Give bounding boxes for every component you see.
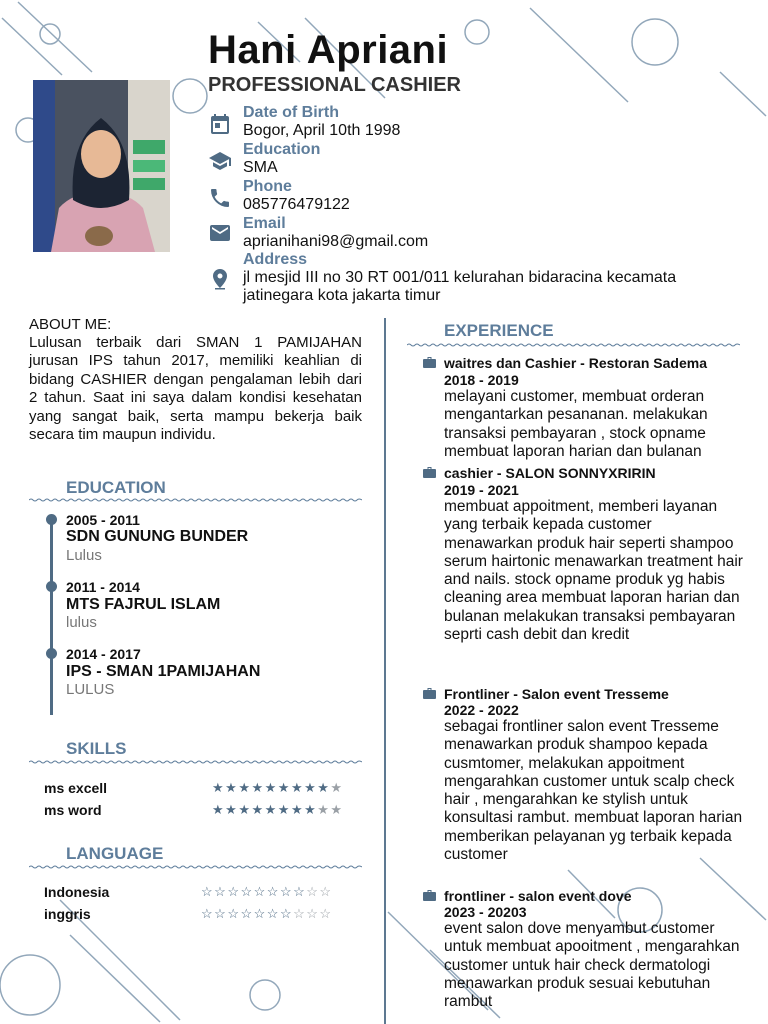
rating-star-icon: ☆ <box>266 906 280 921</box>
about-heading: ABOUT ME: <box>29 316 112 333</box>
contact-value-line-2: jatinegara kota jakarta timur <box>243 287 441 304</box>
rating-star-icon: ★ <box>304 780 318 795</box>
about-text: Lulusan terbaik dari SMAN 1 PAMIJAHAN jurusan IPS tahun 2017, memiliki keahlian di bidang CASHIER dengan pengalaman lebih dari 2 tahun. Saat ini saya dalam kondisi kesehatan yang sangat baik, serta mampu bekerja baik secara tim maupun individu. <box>29 334 362 444</box>
rating-star-icon: ★ <box>317 780 331 795</box>
experience-description: membuat appoitment, memberi layanan yang terbaik kepada customer menawarkan produk hair seperti shampoo serum hairtonic menawarkan treatment hair and nails. stock opname produk yg habis cleaning area membuat laporan harian dan bulanan melakukan transaksi pembayaran seprti cash debit dan kredit <box>444 498 743 644</box>
contact-value: aprianihani98@gmail.com <box>243 233 429 250</box>
rating-star-icon: ☆ <box>319 906 333 921</box>
language-rating <box>201 906 333 922</box>
briefcase-icon <box>423 890 436 901</box>
rating-star-icon: ☆ <box>253 906 267 921</box>
skill-label: ms excell <box>44 780 108 796</box>
rating-star-icon: ★ <box>251 802 265 817</box>
language-label: inggris <box>44 906 91 922</box>
experience-years: 2022 - 2022 <box>444 702 519 718</box>
education-years: 2011 - 2014 <box>66 579 140 595</box>
phone-icon <box>208 186 232 210</box>
rating-star-icon: ☆ <box>214 884 228 899</box>
experience-heading: EXPERIENCE <box>444 321 554 340</box>
section-divider <box>29 760 362 764</box>
rating-star-icon: ☆ <box>319 884 333 899</box>
rating-star-icon: ★ <box>225 780 239 795</box>
rating-star-icon: ☆ <box>240 906 254 921</box>
location-pin-icon <box>208 267 232 291</box>
rating-star-icon: ☆ <box>227 884 241 899</box>
rating-star-icon: ☆ <box>293 906 307 921</box>
briefcase-icon <box>423 357 436 368</box>
rating-star-icon: ★ <box>238 780 252 795</box>
education-status: Lulus <box>66 547 102 564</box>
experience-title: frontliner - salon event dove <box>444 888 632 904</box>
language-heading: LANGUAGE <box>66 844 164 863</box>
contact-value: 085776479122 <box>243 196 350 213</box>
timeline-dot <box>46 648 57 659</box>
column-divider <box>384 318 386 1024</box>
rating-star-icon: ☆ <box>279 906 294 921</box>
calendar-icon <box>208 112 232 136</box>
rating-star-icon: ★ <box>330 802 344 817</box>
rating-star-icon: ★ <box>264 802 278 817</box>
graduation-cap-icon <box>208 149 232 173</box>
rating-star-icon: ★ <box>290 780 305 795</box>
briefcase-icon <box>423 467 436 478</box>
contact-label: Phone <box>243 178 292 195</box>
rating-star-icon: ☆ <box>227 906 241 921</box>
rating-star-icon: ★ <box>225 802 239 817</box>
rating-star-icon: ★ <box>290 802 305 817</box>
contact-value: Bogor, April 10th 1998 <box>243 122 401 139</box>
rating-star-icon: ★ <box>330 780 344 795</box>
section-divider <box>29 865 362 869</box>
briefcase-icon <box>423 688 436 699</box>
skills-heading: SKILLS <box>66 739 127 758</box>
rating-star-icon: ☆ <box>240 884 254 899</box>
experience-years: 2018 - 2019 <box>444 372 519 388</box>
skill-rating <box>212 802 344 818</box>
education-years: 2014 - 2017 <box>66 646 141 662</box>
rating-star-icon: ☆ <box>306 906 320 921</box>
rating-star-icon: ★ <box>251 780 265 795</box>
candidate-role: PROFESSIONAL CASHIER <box>208 74 461 96</box>
experience-title: Frontliner - Salon event Tresseme <box>444 686 669 702</box>
rating-star-icon: ★ <box>277 802 291 817</box>
experience-description: event salon dove menyambut customer untuk membuat apooitment , mengarahkan customer untuk hair check dermatologi menawarkan produk sesuai kebutuhan rambut <box>444 920 740 1011</box>
language-rating <box>201 884 333 900</box>
rating-star-icon: ☆ <box>306 884 320 899</box>
email-icon <box>208 221 232 245</box>
education-school: IPS - SMAN 1PAMIJAHAN <box>66 663 261 680</box>
education-years: 2005 - 2011 <box>66 512 140 528</box>
contact-label: Email <box>243 215 286 232</box>
education-heading: EDUCATION <box>66 478 166 497</box>
contact-value: jl mesjid III no 30 RT 001/011 kelurahan bidaracina kecamata <box>243 269 677 286</box>
rating-star-icon: ★ <box>277 780 291 795</box>
candidate-name: Hani Apriani <box>208 28 449 72</box>
contact-label: Date of Birth <box>243 104 339 121</box>
language-label: Indonesia <box>44 884 110 900</box>
rating-star-icon: ★ <box>212 802 226 817</box>
experience-years: 2023 - 20203 <box>444 904 527 920</box>
rating-star-icon: ★ <box>304 802 318 817</box>
education-school: MTS FAJRUL ISLAM <box>66 596 221 613</box>
timeline-dot <box>46 581 57 592</box>
section-divider <box>29 498 362 502</box>
experience-title: cashier - SALON SONNYXRIRIN <box>444 465 656 481</box>
education-status: lulus <box>66 614 97 631</box>
contact-label: Education <box>243 141 321 158</box>
education-timeline <box>50 519 53 715</box>
rating-star-icon: ☆ <box>214 906 228 921</box>
skill-rating <box>212 780 344 796</box>
rating-star-icon: ☆ <box>201 906 215 921</box>
rating-star-icon: ☆ <box>253 884 267 899</box>
rating-star-icon: ★ <box>238 802 252 817</box>
education-status: LULUS <box>66 681 115 698</box>
rating-star-icon: ☆ <box>266 884 280 899</box>
profile-photo <box>33 80 170 252</box>
rating-star-icon: ★ <box>317 802 331 817</box>
section-divider <box>407 343 740 347</box>
experience-years: 2019 - 2021 <box>444 482 519 498</box>
rating-star-icon: ☆ <box>201 884 215 899</box>
rating-star-icon: ☆ <box>279 884 294 899</box>
education-school: SDN GUNUNG BUNDER <box>66 528 249 545</box>
experience-description: melayani customer, membuat orderan mengantarkan pesananan. melakukan transaksi pembayaran , stock opname membuat laporan harian dan bulanan <box>444 388 708 460</box>
rating-star-icon: ★ <box>264 780 278 795</box>
experience-description: sebagai frontliner salon event Tresseme menawarkan produk shampoo kepada cusmtomer, melakukan appoitment mengarahkan customer untuk scalp check hair , mengarahkan ke stylish untuk konsultasi rambut. membuat laporan harian memberikan pelayanan yg terbaik kepada customer <box>444 718 743 864</box>
contact-label: Address <box>243 251 308 268</box>
skill-label: ms word <box>44 802 102 818</box>
contact-value: SMA <box>243 159 278 176</box>
timeline-dot <box>46 514 57 525</box>
rating-star-icon: ☆ <box>293 884 307 899</box>
experience-title: waitres dan Cashier - Restoran Sadema <box>444 355 707 371</box>
rating-star-icon: ★ <box>212 780 226 795</box>
